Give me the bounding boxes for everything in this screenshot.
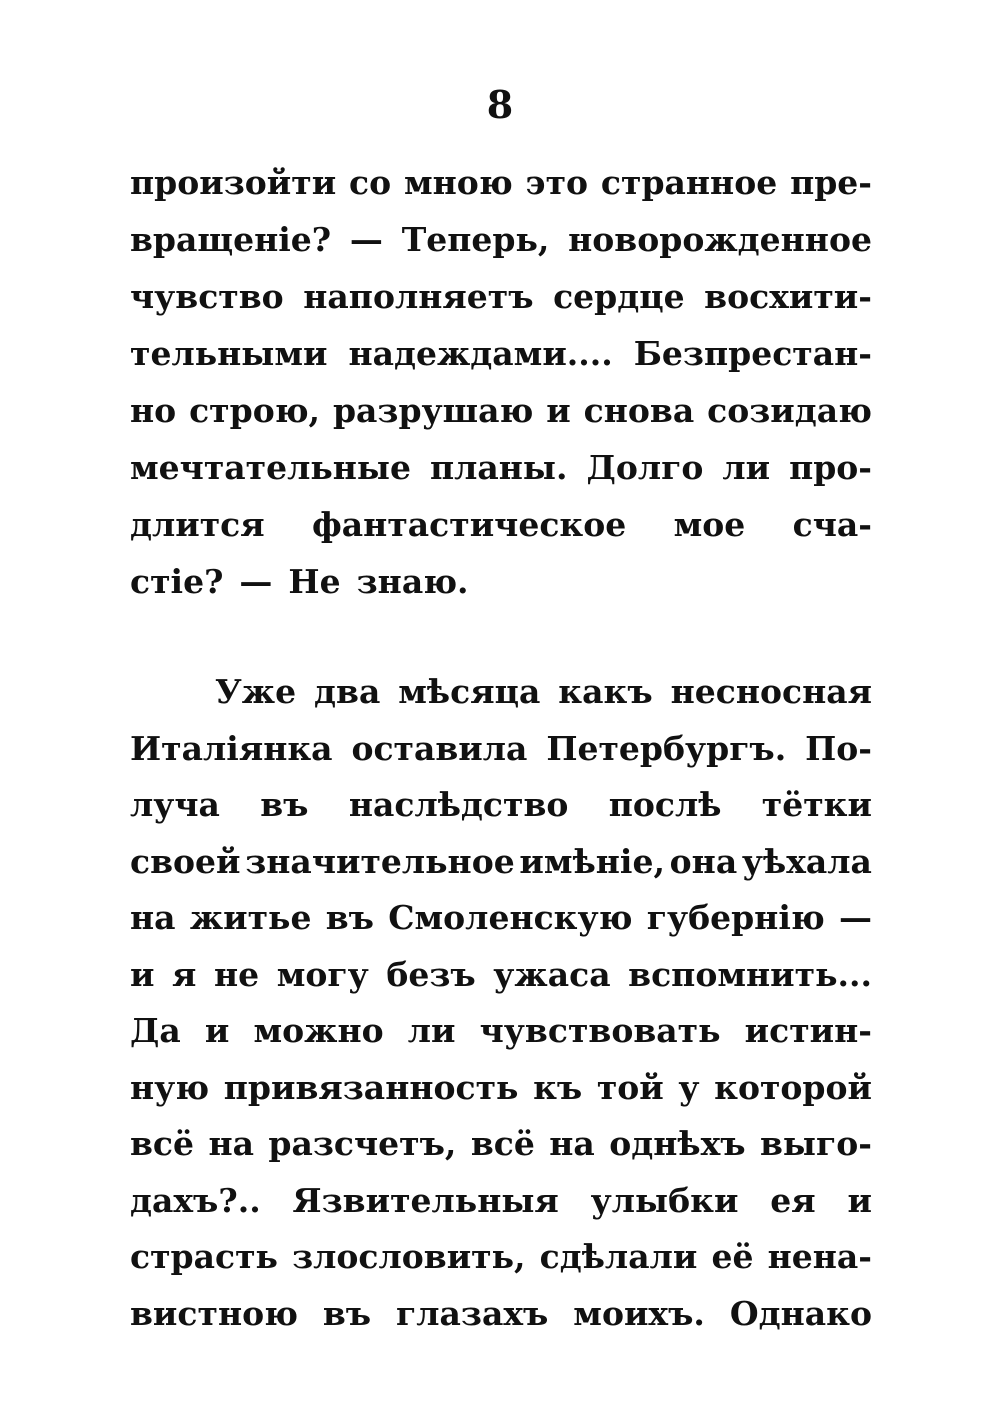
text-line: [215, 664, 872, 720]
word: не: [214, 954, 260, 994]
word: луча: [130, 785, 220, 824]
word: чувствовать: [479, 1011, 721, 1050]
text-line: [130, 721, 872, 777]
word: сдѣлали: [539, 1237, 698, 1276]
word: восхити-: [704, 277, 872, 316]
word: какъ: [558, 672, 653, 711]
word: мое: [673, 505, 746, 544]
word: стіе?: [130, 562, 224, 601]
word: вспомнить...: [628, 954, 872, 994]
word: можно: [253, 1011, 384, 1050]
word: безъ: [386, 954, 476, 994]
word: вращеніе?: [130, 220, 332, 259]
word: на: [549, 1124, 595, 1163]
word: глазахъ: [396, 1293, 549, 1333]
text-line: [130, 212, 872, 268]
word: моихъ.: [573, 1293, 705, 1333]
word: произойти: [130, 163, 337, 202]
text-line: [130, 269, 872, 325]
word: мѣсяца: [398, 672, 541, 711]
word: надеждами....: [348, 334, 613, 373]
page-number: 8: [486, 82, 514, 127]
word: —: [838, 898, 872, 937]
word: оставила: [351, 728, 528, 768]
word: Италіянка: [130, 728, 333, 768]
word: и: [130, 954, 155, 994]
word: тётки: [761, 785, 872, 824]
word: ли: [722, 448, 771, 487]
text-line: [130, 777, 872, 833]
word: про-: [789, 448, 872, 487]
word: на: [208, 1124, 254, 1163]
word: которой: [714, 1067, 872, 1107]
word: разсчетъ,: [268, 1124, 457, 1163]
word: у: [678, 1067, 700, 1107]
word: злословить,: [292, 1237, 526, 1276]
word: въ: [325, 898, 374, 937]
word: ужаса: [493, 954, 611, 994]
word: улыбки: [590, 1180, 739, 1220]
word: ея: [770, 1180, 816, 1220]
text-line: [130, 1116, 872, 1172]
word: наслѣдство: [348, 785, 569, 824]
word: житье: [189, 898, 312, 937]
word: странное: [600, 163, 778, 202]
word: всё: [470, 1124, 535, 1163]
word: значительное: [245, 841, 515, 881]
word: Уже: [215, 672, 297, 711]
word: губернію: [646, 898, 825, 937]
word: всё: [130, 1124, 195, 1163]
word: своей: [130, 841, 241, 881]
word: мною: [403, 163, 513, 202]
word: привязанность: [223, 1067, 519, 1107]
word: планы.: [429, 448, 568, 487]
word: Смоленскую: [388, 898, 633, 937]
word: снова: [583, 391, 695, 430]
text-line: [130, 1229, 872, 1285]
word: но: [130, 391, 177, 430]
text-line: [130, 554, 872, 610]
word: —: [239, 562, 273, 601]
word: со: [349, 163, 392, 202]
text-line: [130, 326, 872, 382]
word: въ: [322, 1293, 372, 1333]
word: дахъ?..: [130, 1180, 261, 1220]
word: наполняетъ: [303, 277, 534, 316]
word: Да: [130, 1011, 181, 1050]
word: строю,: [189, 391, 321, 430]
word: длится: [130, 505, 265, 544]
word: Петербургъ.: [546, 728, 787, 768]
word: истин-: [744, 1011, 872, 1050]
text-line: [130, 1173, 872, 1229]
text-line: [130, 947, 872, 1003]
text-line: [130, 1060, 872, 1116]
word: страсть: [130, 1237, 278, 1276]
word: могу: [276, 954, 369, 994]
word: къ: [533, 1067, 583, 1107]
word: разрушаю: [332, 391, 534, 430]
text-line: [130, 834, 872, 890]
word: Язвительныя: [292, 1180, 559, 1220]
text-line: [130, 440, 872, 496]
word: чувство: [130, 277, 284, 316]
word: вистною: [130, 1293, 298, 1333]
text-line: [130, 890, 872, 946]
text-line: [130, 1286, 872, 1342]
word: и: [546, 391, 571, 430]
text-line: [130, 155, 872, 211]
word: и: [847, 1180, 872, 1220]
word: Безпрестан-: [633, 334, 872, 373]
word: это: [525, 163, 589, 202]
word: въ: [260, 785, 309, 824]
word: Долго: [586, 448, 704, 487]
word: Однако: [729, 1293, 872, 1333]
word: и: [204, 1011, 230, 1050]
word: имѣніе,: [519, 841, 665, 881]
word: я: [172, 954, 197, 994]
word: новорожденное: [568, 220, 872, 259]
word: ную: [130, 1067, 210, 1107]
word: она: [669, 841, 738, 881]
text-line: [130, 497, 872, 553]
word: уѣхала: [741, 841, 872, 881]
word: По-: [805, 728, 872, 768]
word: тельными: [130, 334, 328, 373]
word: ли: [407, 1011, 456, 1050]
word: мечтательные: [130, 448, 411, 487]
word: Не: [288, 562, 341, 601]
word: фантастическое: [312, 505, 627, 544]
text-line: [130, 1003, 872, 1059]
text-line: [130, 383, 872, 439]
word: сердце: [553, 277, 685, 316]
word: Теперь,: [401, 220, 550, 259]
word: однѣхъ: [609, 1124, 746, 1163]
word: созидаю: [707, 391, 872, 430]
word: её: [711, 1237, 754, 1276]
word: два: [314, 672, 381, 711]
word: нена-: [767, 1237, 872, 1276]
word: выго-: [759, 1124, 872, 1163]
word: пре-: [790, 163, 872, 202]
word: послѣ: [608, 785, 722, 824]
word: сча-: [792, 505, 872, 544]
word: знаю.: [356, 562, 469, 601]
word: —: [349, 220, 383, 259]
word: на: [130, 898, 176, 937]
word: несносная: [670, 672, 872, 711]
word: той: [596, 1067, 664, 1107]
